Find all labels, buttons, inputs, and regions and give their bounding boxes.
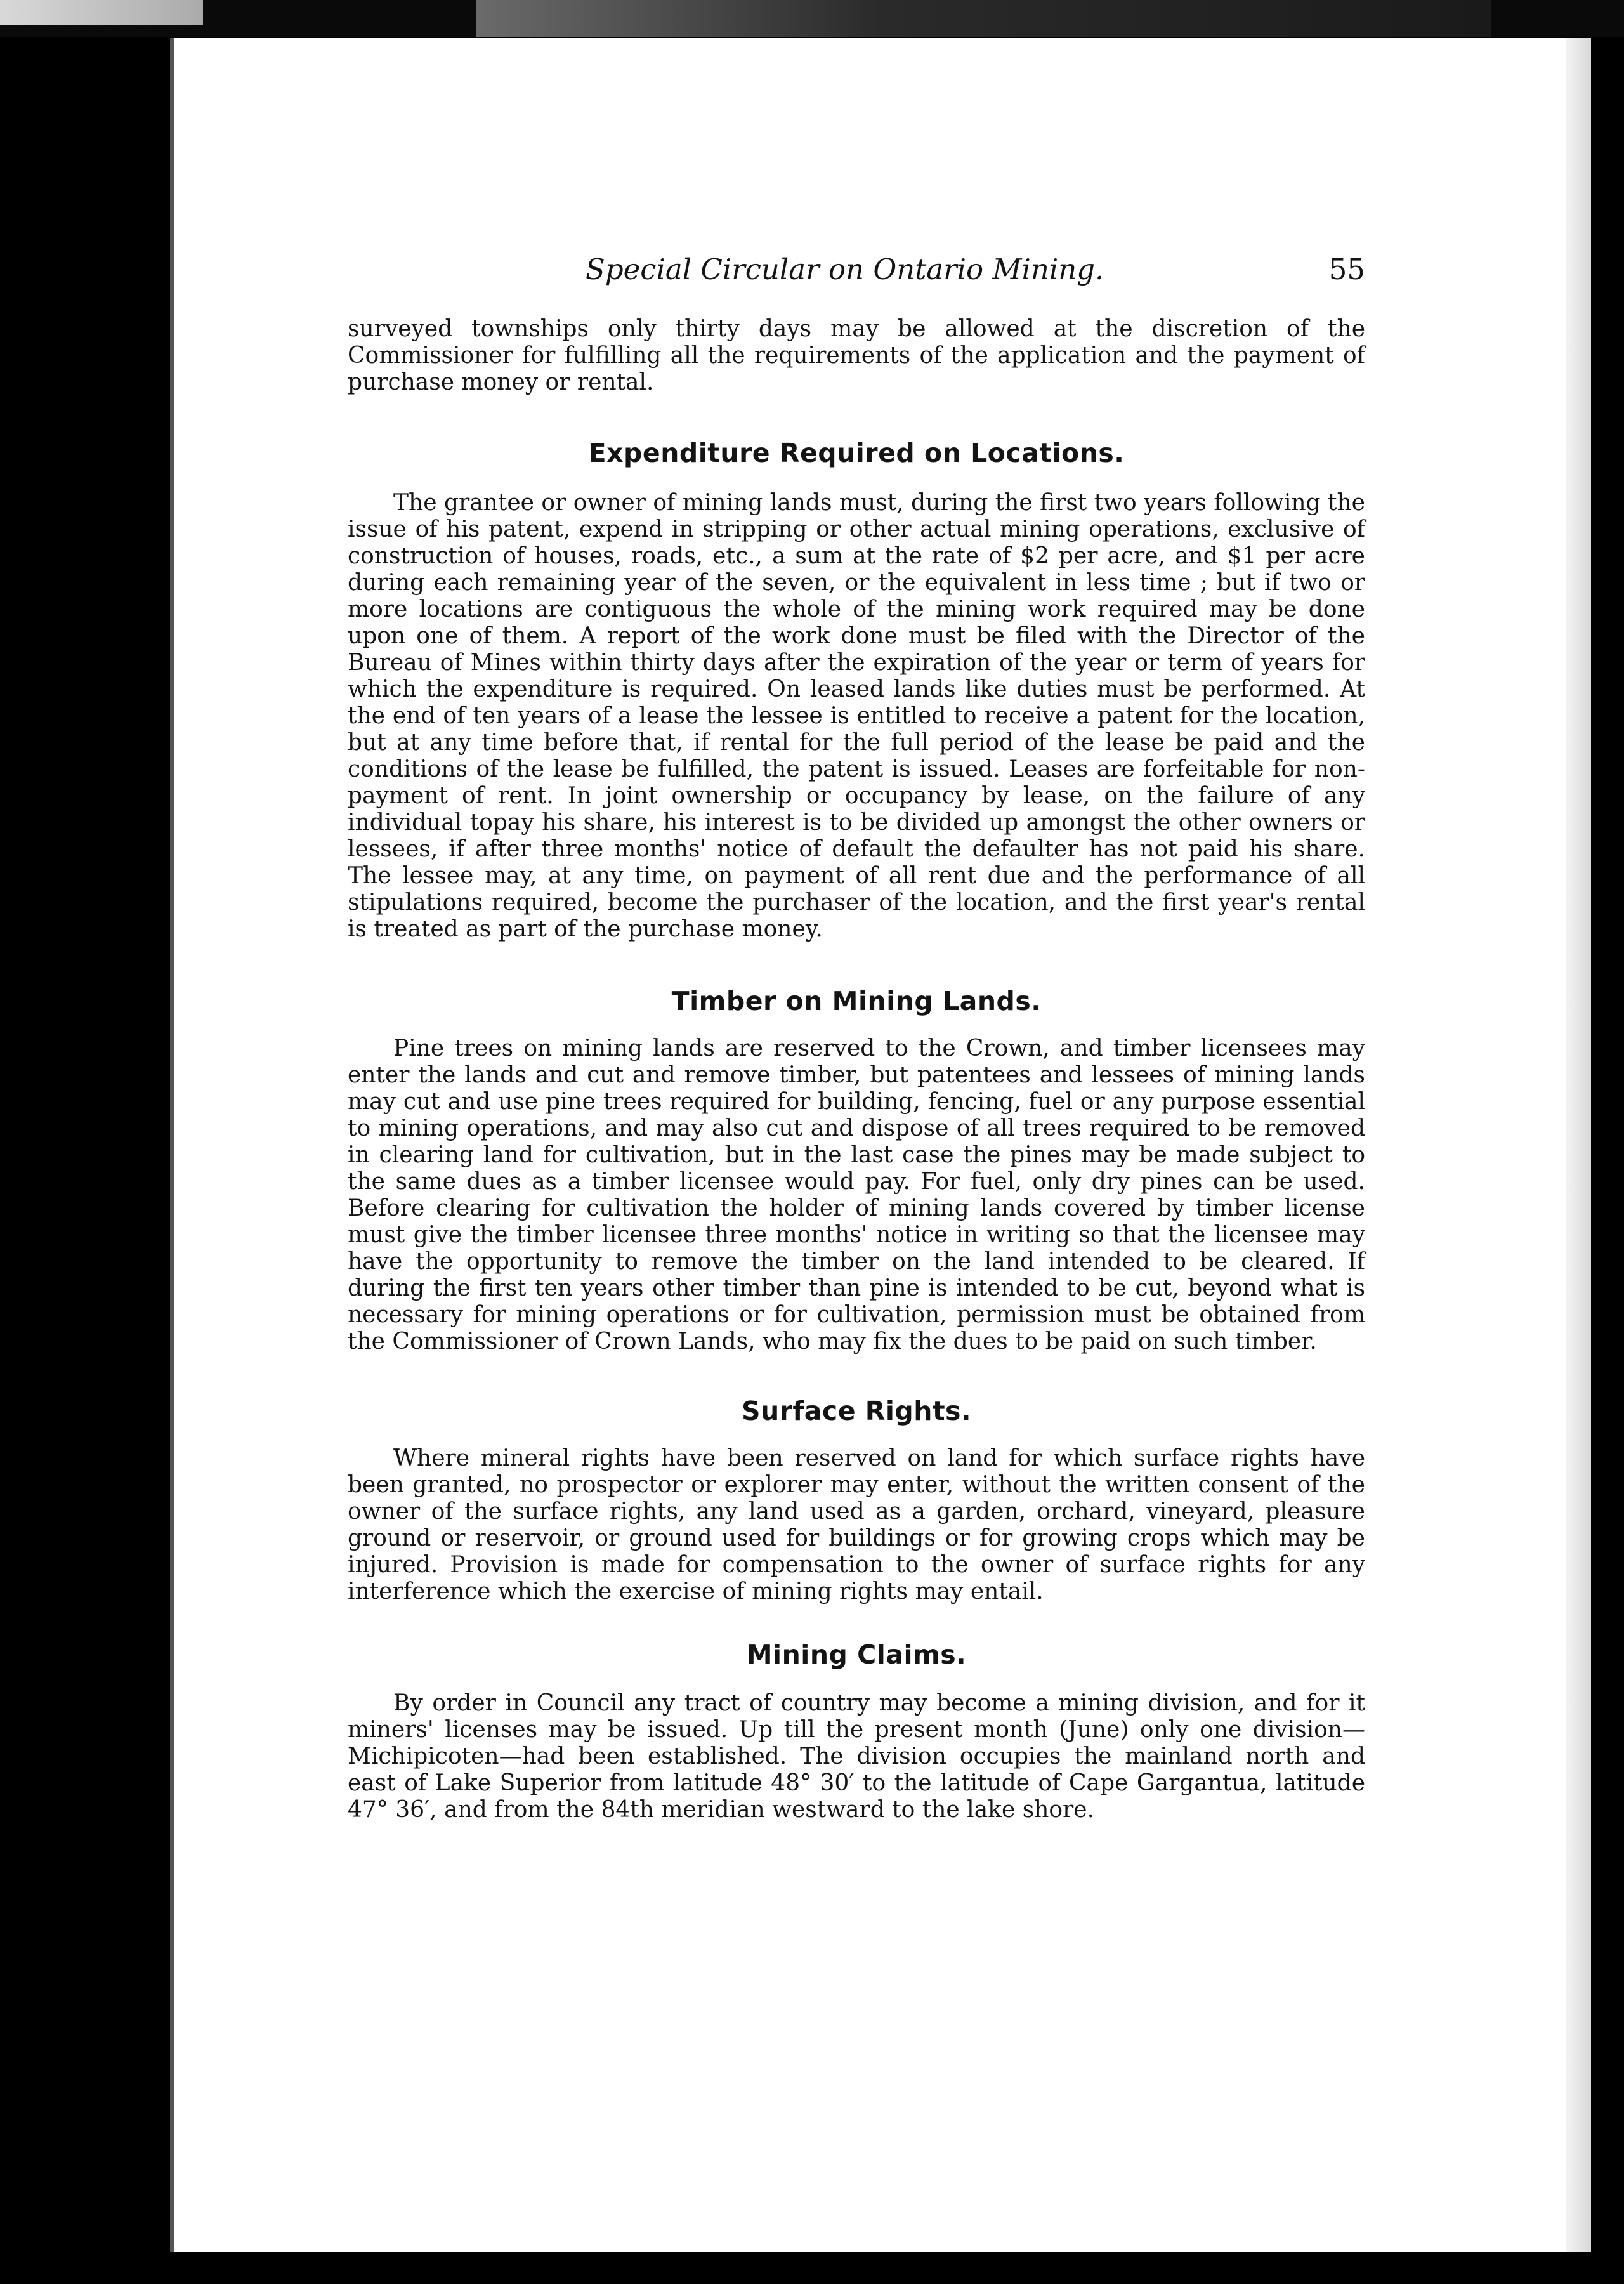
heading-surface-rights: Surface Rights.	[741, 1396, 972, 1426]
paragraph-mining-claims: By order in Council any tract of country may become a mining division, and for it miners' licenses may be issued. Up till the present month (June) only one division—Michipicoten—had been established. The division occupies the mainland north and east of Lake Superior from latitude 48° 30′ to the latitude of Cape Gargantua, latitude 47° 36′, and from the 84th meridian westward to the lake shore.	[348, 1690, 1365, 1823]
scan-glare	[476, 0, 1491, 37]
heading-mining-claims: Mining Claims.	[746, 1639, 967, 1670]
scan-edge-patch	[0, 0, 203, 25]
paragraph-surface-rights: Where mineral rights have been reserved on land for which surface rights have been granted, no prospector or explorer may enter, without the written consent of the owner of the surface rights, any land used as a garden, orchard, vineyard, pleasure ground or reservoir, or ground used for buildings or for growing crops which may be injured. Provision is made for compensation to the owner of surface rights for any interference which the exercise of mining rights may entail.	[348, 1445, 1365, 1605]
running-head	[348, 253, 1365, 297]
scan-top-border	[0, 0, 1624, 37]
running-head-title: Special Circular on Ontario Mining.	[586, 253, 1104, 286]
page-content	[348, 253, 1365, 1823]
page-edge-shadow	[1566, 38, 1591, 2252]
page-number: 55	[1328, 253, 1365, 286]
intro-paragraph: surveyed townships only thirty days may be allowed at the discretion of the Commissioner for fulfilling all the requirements of the application and the payment of purchase money or rental.	[348, 316, 1365, 395]
heading-timber: Timber on Mining Lands.	[671, 986, 1042, 1016]
heading-expenditure: Expenditure Required on Locations.	[588, 438, 1125, 468]
paragraph-expenditure: The grantee or owner of mining lands must, during the first two years following the issue of his patent, expend in stripping or other actual mining operations, exclusive of construction of houses, roads, etc., a sum at the rate of $2 per acre, and $1 per acre during each remaining year of the seven, or the equivalent in less time ; but if two or more locations are contiguous the whole of the mining work required may be done upon one of them. A report of the work done must be filed with the Director of the Bureau of Mines within thirty days after the expiration of the year or term of years for which the expenditure is required. On leased lands like duties must be performed. At the end of ten years of a lease the lessee is entitled to receive a patent for the location, but at any time before that, if rental for the full period of the lease be paid and the conditions of the lease be fulfilled, the patent is issued. Leases are forfeitable for non-payment of rent. In joint ownership or occupancy by lease, on the failure of any individual topay his share, his interest is to be divided up amongst the other owners or lessees, if after three months' notice of default the defaulter has not paid his share. The lessee may, at any time, on payment of all rent due and the performance of all stipulations required, become the purchaser of the location, and the first year's rental is treated as part of the purchase money.	[348, 490, 1365, 942]
paragraph-timber: Pine trees on mining lands are reserved to the Crown, and timber licensees may enter the lands and cut and remove timber, but patentees and lessees of mining lands may cut and use pine trees required for building, fencing, fuel or any purpose essential to mining operations, and may also cut and dispose of all trees required to be removed in clearing land for cultivation, but in the last case the pines may be made subject to the same dues as a timber licensee would pay. For fuel, only dry pines can be used. Before clearing for cultivation the holder of mining lands covered by timber license must give the timber licensee three months' notice in writing so that the licensee may have the opportunity to remove the timber on the land intended to be cleared. If during the first ten years other timber than pine is intended to be cut, beyond what is necessary for mining operations or for cultivation, permission must be obtained from the Commissioner of Crown Lands, who may fix the dues to be paid on such timber.	[348, 1035, 1365, 1355]
